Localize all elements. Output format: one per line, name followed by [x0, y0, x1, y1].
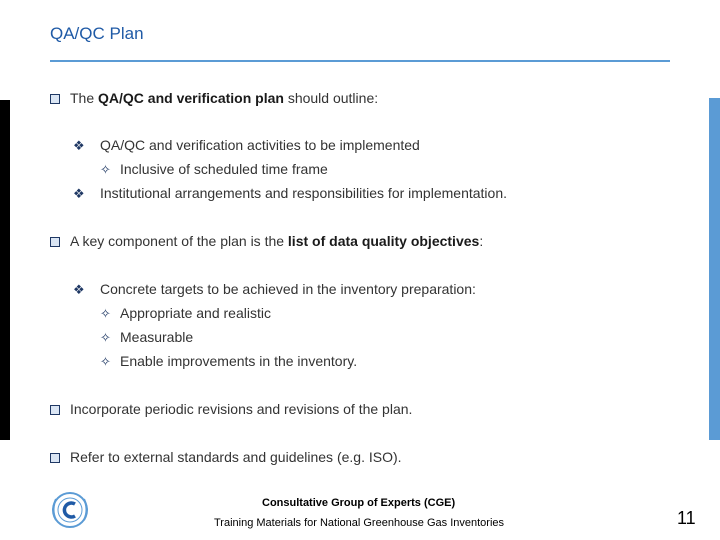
- subbullet-institutional: ❖ Institutional arrangements and responsibilities for implementation.: [73, 185, 507, 201]
- subsubbullet-timeframe: ✧ Inclusive of scheduled time frame: [100, 161, 328, 177]
- title-rule: [50, 60, 670, 62]
- square-bullet-icon: [50, 453, 60, 463]
- subbullet-activities: ❖ QA/QC and verification activities to be implemented: [73, 137, 420, 153]
- subsubbullet-appropriate: ✧ Appropriate and realistic: [100, 305, 271, 321]
- right-accent-bar: [709, 98, 720, 440]
- bullet-periodic-revisions: Incorporate periodic revisions and revisions of the plan.: [50, 401, 412, 417]
- diamond-bullet-icon: ❖: [73, 282, 85, 297]
- diamond-bullet-icon: ❖: [73, 186, 85, 201]
- left-accent-bar: [0, 100, 10, 440]
- bullet-key-component: A key component of the plan is the list of data quality objectives:: [50, 233, 483, 249]
- diamond-bullet-icon: ❖: [73, 138, 85, 153]
- slide-title: QA/QC Plan: [50, 24, 144, 43]
- square-bullet-icon: [50, 405, 60, 415]
- star-bullet-icon: ✧: [100, 330, 111, 345]
- star-bullet-icon: ✧: [100, 162, 111, 177]
- star-bullet-icon: ✧: [100, 354, 111, 369]
- square-bullet-icon: [50, 237, 60, 247]
- bullet-external-standards: Refer to external standards and guidelines (e.g. ISO).: [50, 449, 402, 465]
- data-quality-emphasis: list of data quality objectives: [287, 233, 480, 249]
- subsubbullet-measurable: ✧ Measurable: [100, 329, 194, 345]
- square-bullet-icon: [50, 94, 60, 104]
- star-bullet-icon: ✧: [100, 306, 111, 321]
- qa-plan-emphasis: QA/QC and verification plan: [98, 90, 284, 106]
- subbullet-concrete-targets: ❖ Concrete targets to be achieved in the inventory preparation:: [73, 281, 476, 297]
- page-number: 11: [677, 508, 696, 528]
- un-climate-logo-icon: [48, 490, 92, 530]
- footer-org: Consultative Group of Experts (CGE): [262, 497, 456, 509]
- footer-subtitle: Training Materials for National Greenhouse Gas Inventories: [214, 517, 505, 529]
- subsubbullet-improvements: ✧ Enable improvements in the inventory.: [100, 353, 358, 369]
- bullet-qa-plan: The QA/QC and verification plan should outline:: [50, 90, 378, 106]
